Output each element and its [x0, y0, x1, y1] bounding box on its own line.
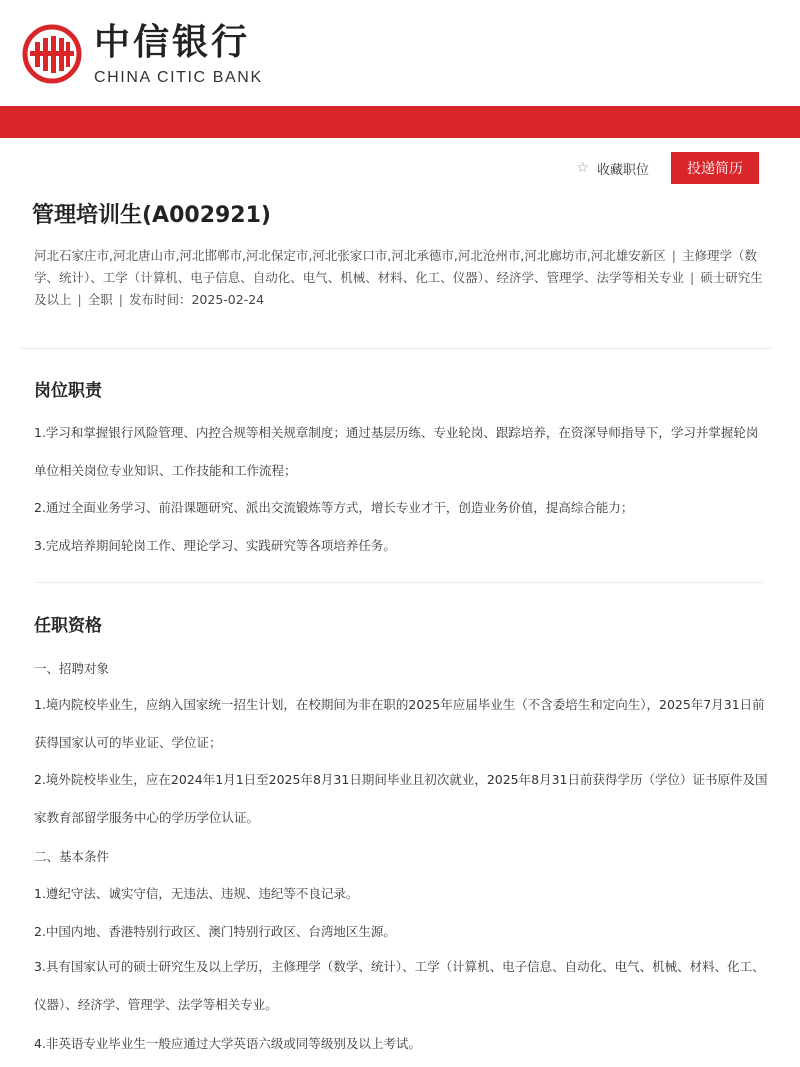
duty-item-3: 3.完成培养期间轮岗工作、理论学习、实践研究等各项培养任务。	[34, 538, 396, 553]
meta-separator: |	[118, 292, 123, 307]
site-header	[0, 0, 800, 106]
publish-label: 发布时间：	[128, 292, 192, 307]
favorite-label: 收藏职位	[596, 162, 649, 178]
duty-item-2: 2.通过全面业务学习、前沿课题研究、派出交流锻炼等方式，增长专业才干，创造业务价值，提高综合能力；	[34, 500, 634, 515]
meta-separator: |	[690, 270, 695, 285]
duties-title: 岗位职责	[34, 381, 102, 401]
cond-item-4: 4.非英语专业毕业生一般应通过大学英语六级或同等级别及以上考试。	[34, 1036, 421, 1051]
brand-name-cn: 中信银行	[94, 22, 251, 63]
cond-item-2: 2.中国内地、香港特别行政区、澳门特别行政区、台湾地区生源。	[34, 924, 396, 939]
meta-separator: |	[671, 248, 677, 263]
job-title: 管理培训生(A002921)	[32, 203, 271, 228]
qualifications-title: 任职资格	[34, 616, 102, 636]
apply-button[interactable]: 投递简历	[671, 152, 759, 184]
qual-item-1: 1.境内院校毕业生，应纳入国家统一招生计划，在校期间为非在职的2025年应届毕业生（不含委培生和定向生），2025年7月31日前获得国家认可的毕业证、学位证；	[34, 697, 765, 750]
favorite-button[interactable]	[576, 159, 649, 178]
job-majors: 主修理学（数学、统计）、工学（计算机、电子信息、自动化、电气、机械、材料、化工、仪器）、经济学、管理学、法学等相关专业	[34, 248, 758, 285]
job-type: 全职	[87, 292, 113, 307]
nav-bar	[0, 106, 800, 138]
divider	[34, 582, 764, 583]
job-locations: 河北石家庄市,河北唐山市,河北邯郸市,河北保定市,河北张家口市,河北承德市,河北沧州市,河北廊坊市,河北雄安新区	[34, 248, 666, 263]
publish-date: 2025-02-24	[191, 292, 265, 307]
star-icon: ☆	[576, 160, 589, 176]
cond-item-3: 3.具有国家认可的硕士研究生及以上学历，主修理学（数学、统计）、工学（计算机、电子信息、自动化、电气、机械、材料、化工、仪器）、经济学、管理学、法学等相关专业。	[34, 959, 765, 1012]
job-meta	[34, 245, 774, 311]
divider	[20, 348, 772, 349]
qual-subheading-1: 一、招聘对象	[34, 661, 110, 676]
citic-logo-icon[interactable]	[22, 24, 82, 84]
qual-subheading-2: 二、基本条件	[34, 849, 110, 864]
qual-item-2: 2.境外院校毕业生，应在2024年1月1日至2025年8月31日期间毕业且初次就业，2025年8月31日前获得学历（学位）证书原件及国家教育部留学服务中心的学历学位认证。	[34, 772, 768, 825]
duty-item-1: 1.学习和掌握银行风险管理、内控合规等相关规章制度；通过基层历练、专业轮岗、跟踪培养，在资深导师指导下，学习并掌握轮岗单位相关岗位专业知识、工作技能和工作流程；	[34, 425, 759, 478]
brand-name-en: CHINA CITIC BANK	[94, 69, 263, 86]
job-actions	[576, 152, 759, 184]
job-education: 硕士研究生及以上	[34, 270, 763, 307]
meta-separator: |	[77, 292, 82, 307]
cond-item-1: 1.遵纪守法、诚实守信，无违法、违规、违纪等不良记录。	[34, 886, 359, 901]
